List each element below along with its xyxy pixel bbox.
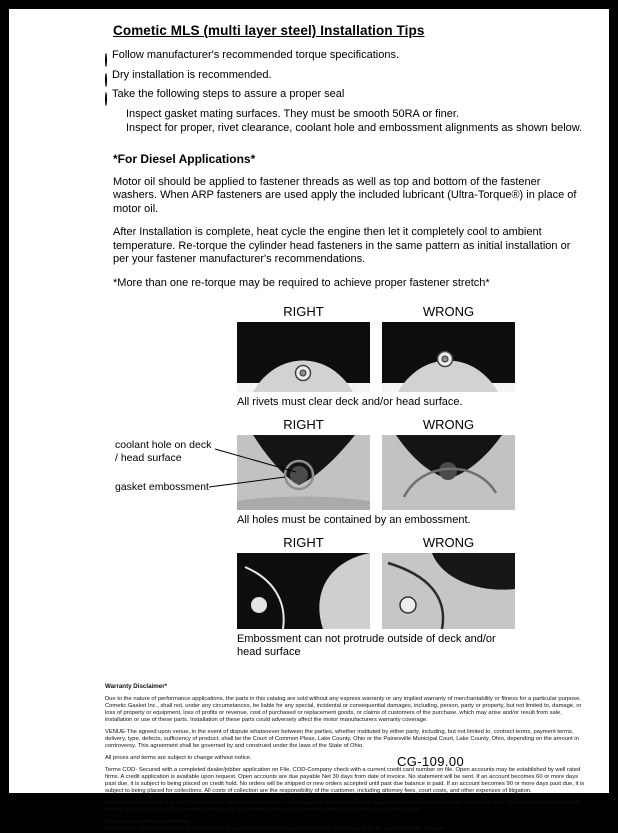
figures-section [105,304,585,659]
figure-caption: All rivets must clear deck and/or head surface. [237,396,463,408]
right-label: RIGHT [283,417,324,432]
diesel-paragraph-2: After Installation is complete, heat cycle the engine then let it completely cool to ambient temperature. Re-torque the cylinder head fasteners in the same pattern as initial installation or per your fastener manufacturer's recommendations. [113,226,571,265]
legal-paragraph: Returns- Authorized (RGA) must be obtained in advance on all returns. A packing slip or invoice number must accompany the merchandise. No returns after 30 days from invoice date. All returns are subject to a 25% restocking charge. All custom designed and custom manufactured gaskets are non-returnable. [105,800,582,813]
diagram-rivet-right [237,322,370,392]
hollow-bullet-icon [105,53,107,68]
legal-paragraph: Terms COD- Secured with a completed dealer/jobber application on File, COD-Company check with a current credit card number on file. Open accounts may be established by well rated firms. A credit application is available upon request. Open accounts are due payable Net 30 days from date of invoice. No statement will be sent. If an account becomes 60 or more days past due, it is subject to being placed on credit hold. No orders will be shipped or new orders accepted until past due balance is paid. If an account becomes 90 or more days past due, it is subject to being placed for collections. All costs of collection are the responsibility of the customer, including attorney fees, court costs, and other expenses of litigation. [105,767,585,794]
tip-sub-bullet-text: Inspect for proper, rivet clearance, coolant hole and embossment alignments as shown below. [126,122,583,134]
figure-row-rivets [105,304,585,409]
tip-sub-bullet [121,107,585,122]
retorque-note: *More than one re-torque may be required to achieve proper fastener stretch* [113,276,490,289]
wrong-label: WRONG [422,535,475,550]
legal-paragraph: Due to the nature of performance applications, the parts in this catalog are sold without any express warranty or any implied warranty of merchantability or fitness for a particular purpose. Cometic Gasket Inc., shall not, under any circumstances, be liable for any special, incidental or consequential damages, including, person, party or property, but not limited to, damage, or loss of property or equipment, loss of profits or revenue, cost of purchased or replacement goods, or claims of customers of the purchase, which may arise and/or result from sale, installation or use of these parts. Installation of these parts could adversely affect the motor manufacturers warranty coverage. [105,696,582,723]
diesel-section-heading: *For Diesel Applications* [113,151,256,166]
tip-bullet-text: Follow manufacturer's recommended torque specifications. [112,49,400,61]
tip-bullet-text: Take the following steps to assure a proper seal [112,88,345,100]
diagram-hole-wrong [382,435,515,510]
tips-list [105,48,585,136]
document-page [9,9,609,832]
diesel-paragraph-1: Motor oil should be applied to fastener threads as well as top and bottom of the fastener washers. When ARP fasteners are used apply the included lubricant (Ultra-Torque®) in place of motor oil. [113,175,577,215]
legal-paragraph: All prices and terms are subject to change without notice. [105,755,252,761]
tip-sub-bullet-text: Inspect gasket mating surfaces. They must be smooth 50RA or finer. [126,107,460,120]
hollow-bullet-icon [105,73,107,88]
document-number: CG-109.00 [397,754,465,769]
figure-caption: All holes must be contained by an embossment. [237,514,471,526]
figure-caption: Embossment can not protrude outside of deck and/or head surface [237,633,496,658]
wrong-label: WRONG [422,417,475,432]
hollow-bullet-icon [105,92,107,107]
tip-bullet [105,48,585,68]
page-content [9,9,609,833]
warranty-disclaimer-heading: Warranty Disclaimer* [105,683,168,690]
tip-bullet [105,68,585,88]
wrong-label: WRONG [422,304,475,319]
diagram-emboss-wrong [382,553,515,629]
diagram-rivet-wrong [382,322,515,392]
legal-section [105,683,585,833]
callout-gasket-embossment: gasket embossment [115,481,209,493]
diagram-emboss-right [237,553,370,629]
right-label: RIGHT [283,304,324,319]
page-title: Cometic MLS (multi layer steel) Installation Tips [113,23,425,38]
legal-paragraph: VENUE-The agreed upon venue, in the event of dispute whatsoever between the parties, whether instituted by either party, including, but not limited to, contract terms, payment terms, delivery, type, defects, sufficiency of product, shall be the Court of Common Pleas, Lake County, Ohio or the Painesville Municipal Court, Lake County, Ohio, depending on the amount in controversy. This agreement shall be governed by and construed under the laws of the State of Ohio. [105,729,579,749]
diagram-hole-right [237,435,370,510]
tip-bullet-text: Dry installation is recommended. [112,68,272,81]
figure-row-holes [105,417,585,527]
right-label: RIGHT [283,535,324,550]
figure-row-embossment [105,535,585,659]
legal-paragraph: Review your invoice and notify us immediately of any incorrect or inaccurate information. Shortages must be reported within 10 days. [105,826,446,832]
legal-paragraph: Only catalog parts are returnable. [105,819,192,825]
tip-sub-bullet [121,121,585,136]
callout-coolant-hole: coolant hole on deck / head surface [115,439,212,464]
tip-bullet [105,87,585,107]
